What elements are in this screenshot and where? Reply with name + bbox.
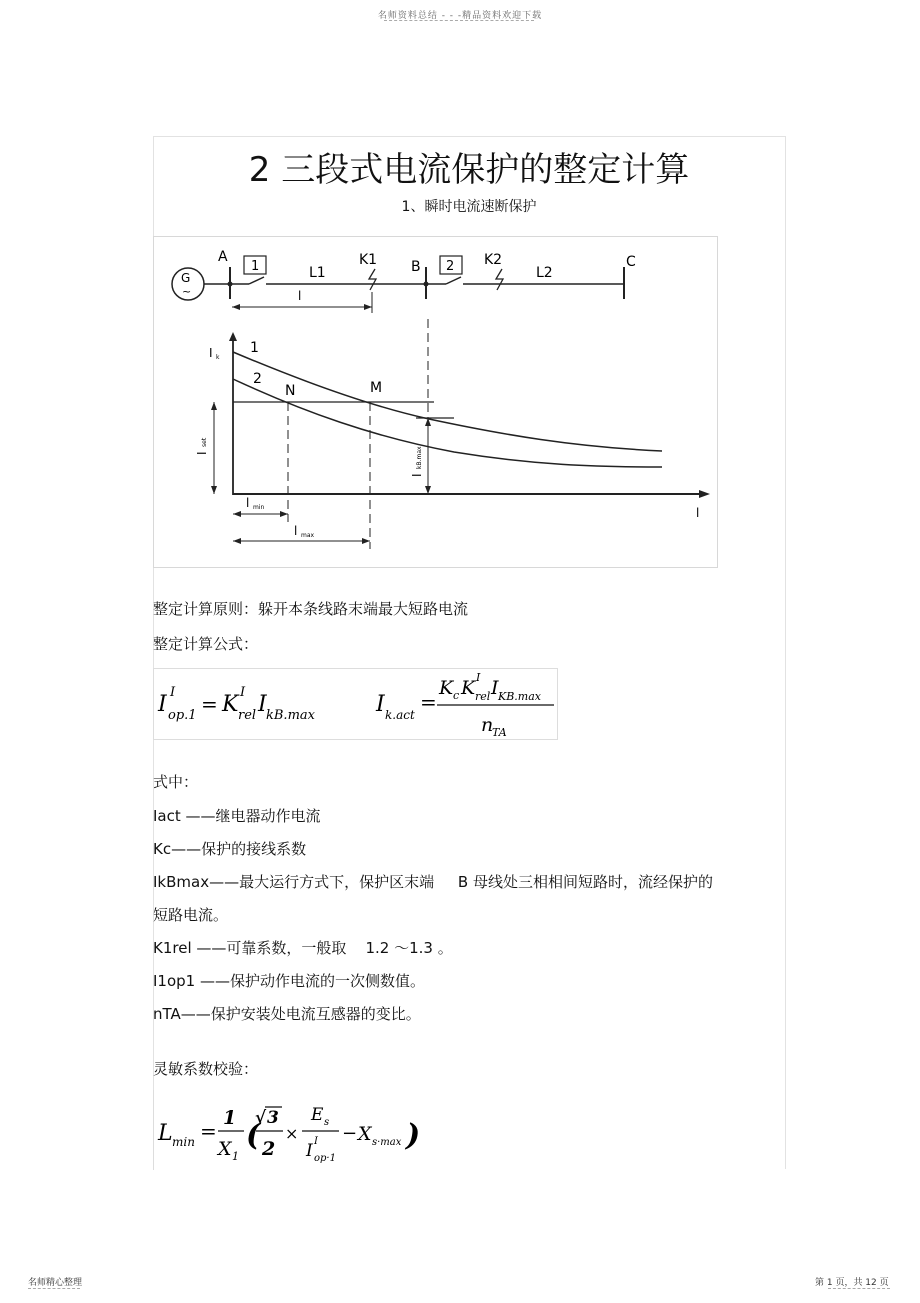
- def-iact: Iact ——继电器动作电流: [153, 807, 321, 825]
- f3-iop-sub: op·1: [314, 1153, 336, 1164]
- breaker-2-switch: [446, 277, 461, 284]
- f2-lhs: I: [376, 692, 385, 717]
- def-kc: Kc——保护的接线系数: [153, 840, 307, 858]
- f2-den: n: [481, 714, 494, 736]
- page-number: 第 1 页，共 12 页: [815, 1278, 889, 1288]
- fault-k1-label: K1: [359, 252, 378, 268]
- curve-1-label: 1: [250, 340, 259, 356]
- f1-k-sup: I: [240, 685, 246, 700]
- lmax-label: l: [294, 524, 298, 538]
- setting-formula-svg: [154, 669, 557, 739]
- relay-1-label: 1: [251, 259, 260, 274]
- fault-k2-symbol: [496, 269, 503, 290]
- sensitivity-formula-svg: [154, 1090, 434, 1170]
- f1-eq: =: [201, 692, 218, 716]
- page-frame-right: [785, 136, 786, 1169]
- lmin-arrow-left: [233, 511, 241, 517]
- ikb-label: I: [410, 473, 424, 477]
- setting-principle: 整定计算原则：躲开本条线路末端最大短路电流: [153, 600, 469, 618]
- span-l-arrow-right: [364, 304, 372, 310]
- line-l2-label: L2: [536, 265, 553, 281]
- f2-kc: K: [439, 677, 454, 699]
- lmin-arrow-right: [280, 511, 288, 517]
- f3-iop: I: [306, 1141, 313, 1161]
- def-nta: nTA——保护安装处电流互感器的变比。: [153, 1005, 421, 1023]
- ikb-arrow-bottom: [425, 486, 431, 494]
- f2-i: I: [491, 677, 499, 699]
- bus-a-label: A: [218, 249, 228, 265]
- lmin-label: l: [246, 496, 250, 510]
- def-ikbmax-cont: 短路电流。: [153, 906, 229, 924]
- curve-2-label: 2: [253, 371, 262, 387]
- setting-formula-box: [153, 668, 558, 740]
- y-axis-label: I: [209, 346, 213, 360]
- def-i1op1: I1op1 ——保护动作电流的一次侧数值。: [153, 972, 425, 990]
- iset-arrow-bottom: [211, 486, 217, 494]
- f3-eq: =: [200, 1119, 217, 1143]
- f1-i: I: [258, 692, 267, 717]
- bus-b-label: B: [411, 259, 421, 275]
- f2-eq: =: [420, 690, 437, 714]
- generator-wave: ~: [182, 285, 192, 298]
- f1-k-sub: rel: [238, 708, 257, 723]
- def-k1rel: K1rel ——可靠系数，一般取 1.2 ～1.3 。: [153, 939, 453, 957]
- point-m-label: M: [370, 380, 383, 396]
- fault-k1-symbol: [369, 269, 376, 290]
- header-divider: [384, 20, 534, 21]
- protection-diagram: [153, 236, 718, 568]
- breaker-1-switch: [249, 277, 264, 284]
- f3-minus: −: [342, 1123, 358, 1144]
- f2-i-sub: KB.max: [498, 690, 541, 703]
- f2-k-sup: I: [476, 671, 481, 684]
- sensitivity-label: 灵敏系数校验：: [153, 1060, 259, 1078]
- diagram-svg: [154, 237, 717, 567]
- iset-label: I: [195, 451, 209, 455]
- iset-arrow-top: [211, 402, 217, 410]
- span-l-label: l: [298, 289, 302, 303]
- fault-k2-label: K2: [484, 252, 503, 268]
- generator-label: G: [181, 271, 191, 285]
- lmax-label-sub: max: [301, 532, 315, 539]
- f3-xs: X: [358, 1123, 372, 1145]
- bus-c-label: C: [626, 254, 636, 270]
- y-axis-arrow: [229, 332, 237, 341]
- y-axis-label-sub: k: [216, 354, 220, 361]
- f3-es: E: [311, 1105, 324, 1125]
- f3-es-sub: s: [324, 1117, 330, 1128]
- x-axis-arrow: [699, 490, 710, 498]
- formula-label: 整定计算公式：: [153, 635, 259, 653]
- ikb-label-sub: kB.max: [416, 446, 423, 469]
- def-ikbmax: IkBmax——最大运行方式下，保护区末端 B 母线处三相相间短路时，流经保护的: [153, 873, 713, 891]
- f3-xs-sub: s·max: [372, 1137, 402, 1148]
- footer-left-divider: [28, 1288, 80, 1289]
- f3-rparen: ): [406, 1118, 421, 1153]
- lmax-arrow-right: [362, 538, 370, 544]
- f3-x1: X: [218, 1138, 232, 1160]
- f3-three: 3: [267, 1108, 279, 1128]
- relay-2-label: 2: [446, 259, 455, 274]
- page-title: 2 三段式电流保护的整定计算: [248, 150, 690, 190]
- f1-i-sub: kB.max: [266, 708, 315, 723]
- f2-lhs-sub: k.act: [385, 708, 415, 722]
- f2-k-sub: rel: [475, 690, 491, 703]
- f3-lparen: (: [246, 1118, 261, 1153]
- footer-left-note: 名师精心整理: [28, 1278, 83, 1288]
- f1-lhs-sub: op.1: [168, 708, 197, 723]
- f3-iop-sup: I: [314, 1136, 318, 1147]
- f3-x1-sub: 1: [232, 1150, 239, 1163]
- f3-two: 2: [262, 1138, 276, 1160]
- line-l1-label: L1: [309, 265, 326, 281]
- x-axis-label: l: [696, 506, 700, 520]
- f2-den-sub: TA: [492, 726, 507, 739]
- lmin-label-sub: min: [253, 504, 265, 511]
- where-label: 式中：: [153, 773, 199, 791]
- lmax-arrow-left: [233, 538, 241, 544]
- f3-sqrt: √: [255, 1108, 267, 1128]
- f3-lhs: L: [158, 1121, 173, 1146]
- section-subtitle: 1、瞬时电流速断保护: [401, 199, 537, 215]
- sensitivity-formula-box: [153, 1090, 434, 1170]
- point-n-label: N: [285, 383, 296, 399]
- f2-k: K: [461, 677, 476, 699]
- f1-k: K: [222, 692, 239, 717]
- header-note: 名师资料总结 - - -精品资料欢迎下载: [377, 11, 543, 21]
- f1-lhs-sup: I: [170, 685, 176, 700]
- f2-kc-sub: c: [453, 689, 460, 702]
- f3-times: ×: [285, 1124, 299, 1143]
- f3-lhs-sub: min: [172, 1135, 195, 1149]
- page-frame-top: [153, 136, 785, 137]
- f3-one: 1: [223, 1107, 237, 1129]
- span-l-arrow-left: [232, 304, 240, 310]
- footer-right-divider: [828, 1288, 890, 1289]
- iset-label-sub: set: [201, 437, 208, 447]
- f1-lhs: I: [158, 692, 167, 717]
